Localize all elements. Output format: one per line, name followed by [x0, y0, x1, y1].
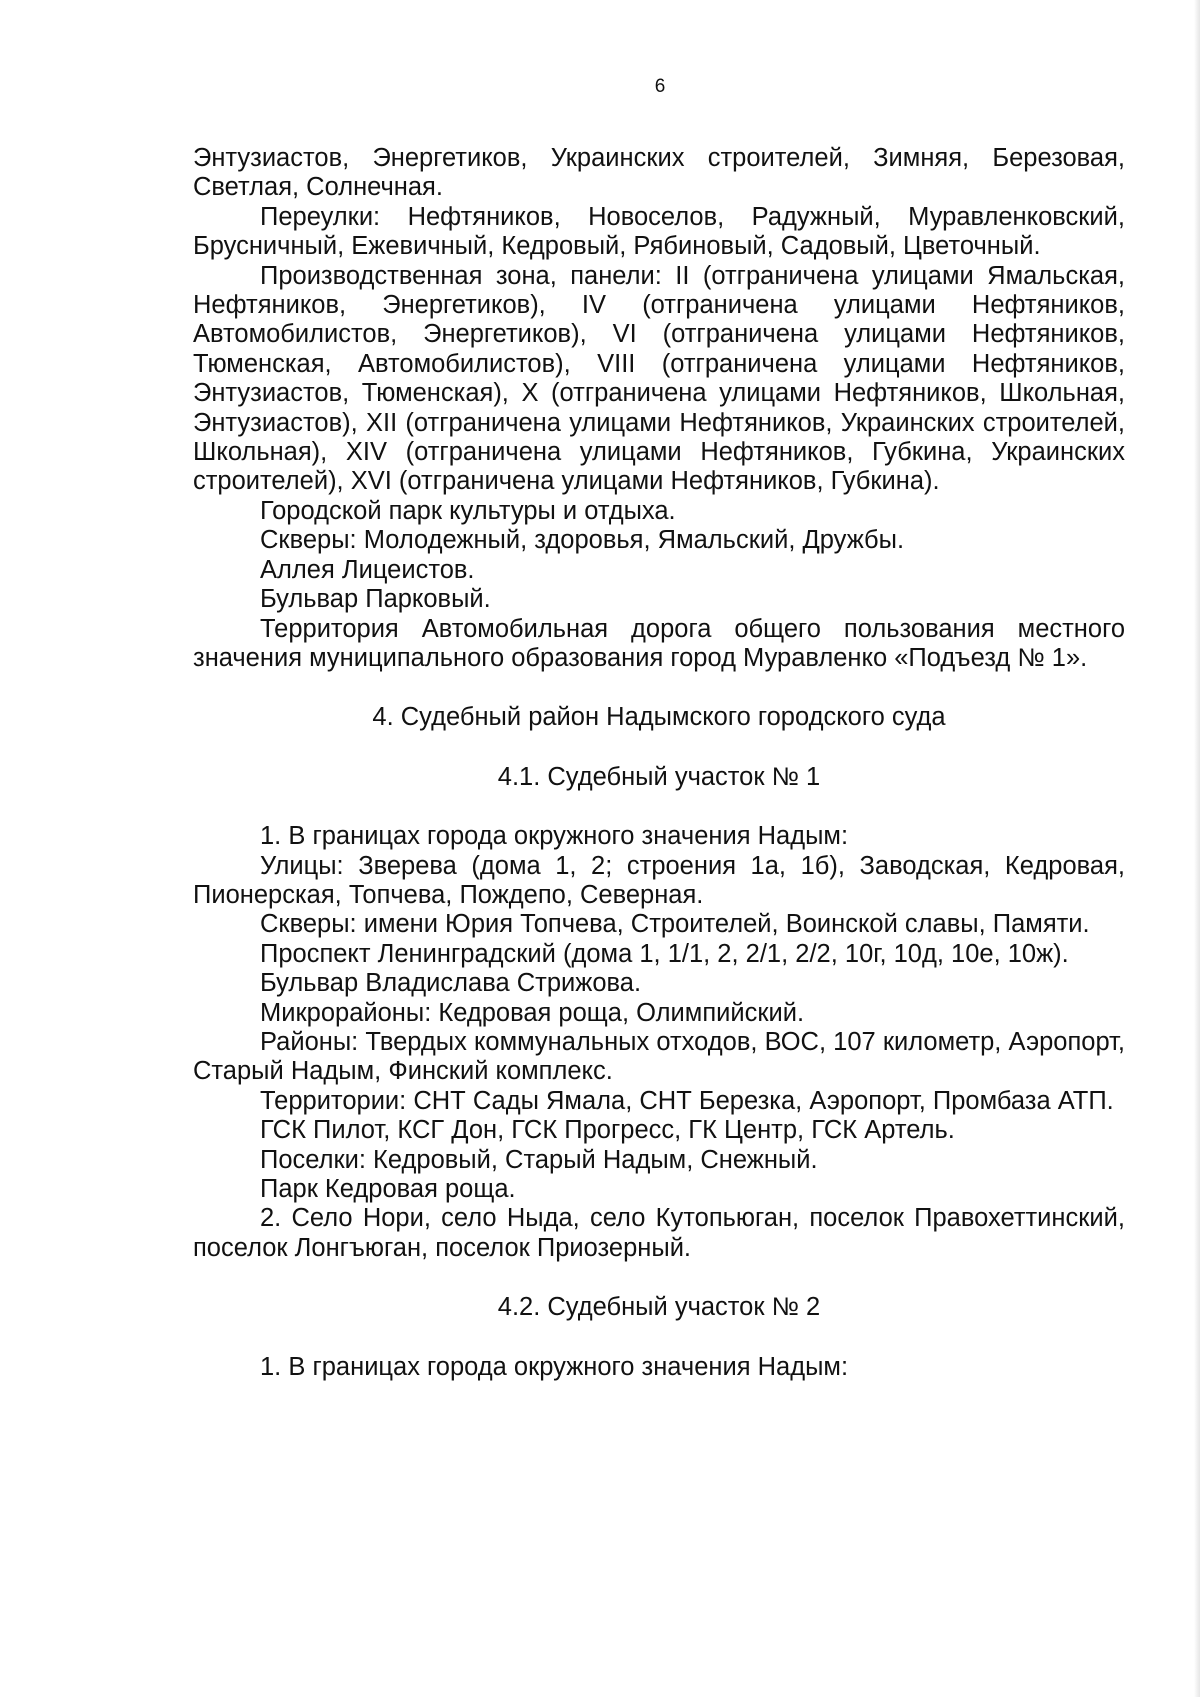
paragraph-garage-cooperatives: ГСК Пилот, КСГ Дон, ГСК Прогресс, ГК Центр, ГСК Артель. [260, 1116, 955, 1145]
paragraph-park: Парк Кедровая роща. [260, 1175, 516, 1203]
subsection-heading-4-1: 4.1. Судебный участок № 1 [497, 762, 821, 791]
paragraph-alley: Аллея Лицеистов. [260, 555, 475, 584]
paragraph-settlements: Поселки: Кедровый, Старый Надым, Снежный. [260, 1145, 818, 1174]
paragraph-squares-nadym: Скверы: имени Юрия Топчева, Строителей, Воинской славы, Памяти. [260, 910, 1090, 939]
subsection-heading-4-2: 4.2. Судебный участок № 2 [497, 1293, 821, 1322]
paragraph-lanes: Переулки: Нефтяников, Новоселов, Радужный, Муравленковский, Брусничный, Ежевичный, Кедровый, Рябиновый, Садовый, Цветочный. [193, 202, 1125, 261]
document-body [193, 144, 1125, 1382]
paragraph-road-territory: Территория Автомобильная дорога общего пользования местного значения муниципального образования город Муравленко «Подъезд № 1». [193, 614, 1125, 672]
spacer [193, 733, 1125, 763]
paragraph-territories: Территории: СНТ Сады Ямала, СНТ Березка, Аэропорт, Промбаза АТП. [260, 1086, 1114, 1115]
paragraph-city-park: Городской парк культуры и отдыха. [260, 496, 676, 525]
paragraph-villages: 2. Село Нори, село Ныда, село Кутопьюган, поселок Правохеттинский, поселок Лонгъюган, поселок Приозерный. [193, 1204, 1125, 1262]
page-number: 6 [654, 76, 666, 97]
paragraph-avenue: Проспект Ленинградский (дома 1, 1/1, 2, 2/1, 2/2, 10г, 10д, 10е, 10ж). [260, 939, 1069, 968]
paragraph-streets-continuation: Энтузиастов, Энергетиков, Украинских строителей, Зимняя, Березовая, Светлая, Солнечная. [193, 144, 1125, 202]
section-heading-4: 4. Судебный район Надымского городского суда [372, 703, 946, 732]
paragraph-city-boundaries-2: 1. В границах города окружного значения Надым: [260, 1352, 849, 1381]
paragraph-districts: Районы: Твердых коммунальных отходов, ВОС, 107 километр, Аэропорт, Старый Надым, Финский комплекс. [193, 1027, 1125, 1086]
paragraph-squares: Скверы: Молодежный, здоровья, Ямальский, Дружбы. [260, 526, 905, 555]
spacer [193, 1263, 1125, 1293]
paragraph-industrial-zone: Производственная зона, панели: II (отграничена улицами Ямальская, Нефтяников, Энергетиков), IV (отграничена улицами Нефтяников, Автомобилистов, Энергетиков), VI (отграничена улицами Нефтяников, Тюменская, Автомобилистов), VIII (отграничена улицами Нефтяников, Энтузиастов, Тюменская), X (отграничена улицами Нефтяников, Школьная, Энтузиастов), XII (отграничена улицами Нефтяников, Украинских строителей, Школьная), XIV (отграничена улицами Нефтяников, Губкина, Украинских строителей), XVI (отграничена улицами Нефтяников, Губкина). [193, 261, 1125, 496]
paragraph-boulevard: Бульвар Парковый. [260, 585, 491, 614]
paragraph-microdistricts: Микрорайоны: Кедровая роща, Олимпийский. [260, 998, 805, 1027]
paragraph-city-boundaries: 1. В границах города окружного значения Надым: [260, 822, 849, 851]
spacer [193, 1323, 1125, 1353]
paragraph-boulevard-nadym: Бульвар Владислава Стрижова. [260, 969, 642, 998]
paragraph-streets: Улицы: Зверева (дома 1, 2; строения 1а, 1б), Заводская, Кедровая, Пионерская, Топчева, Пождепо, Северная. [193, 851, 1125, 909]
spacer [193, 673, 1125, 703]
spacer [193, 792, 1125, 822]
scan-edge-shadow [1194, 0, 1200, 1697]
